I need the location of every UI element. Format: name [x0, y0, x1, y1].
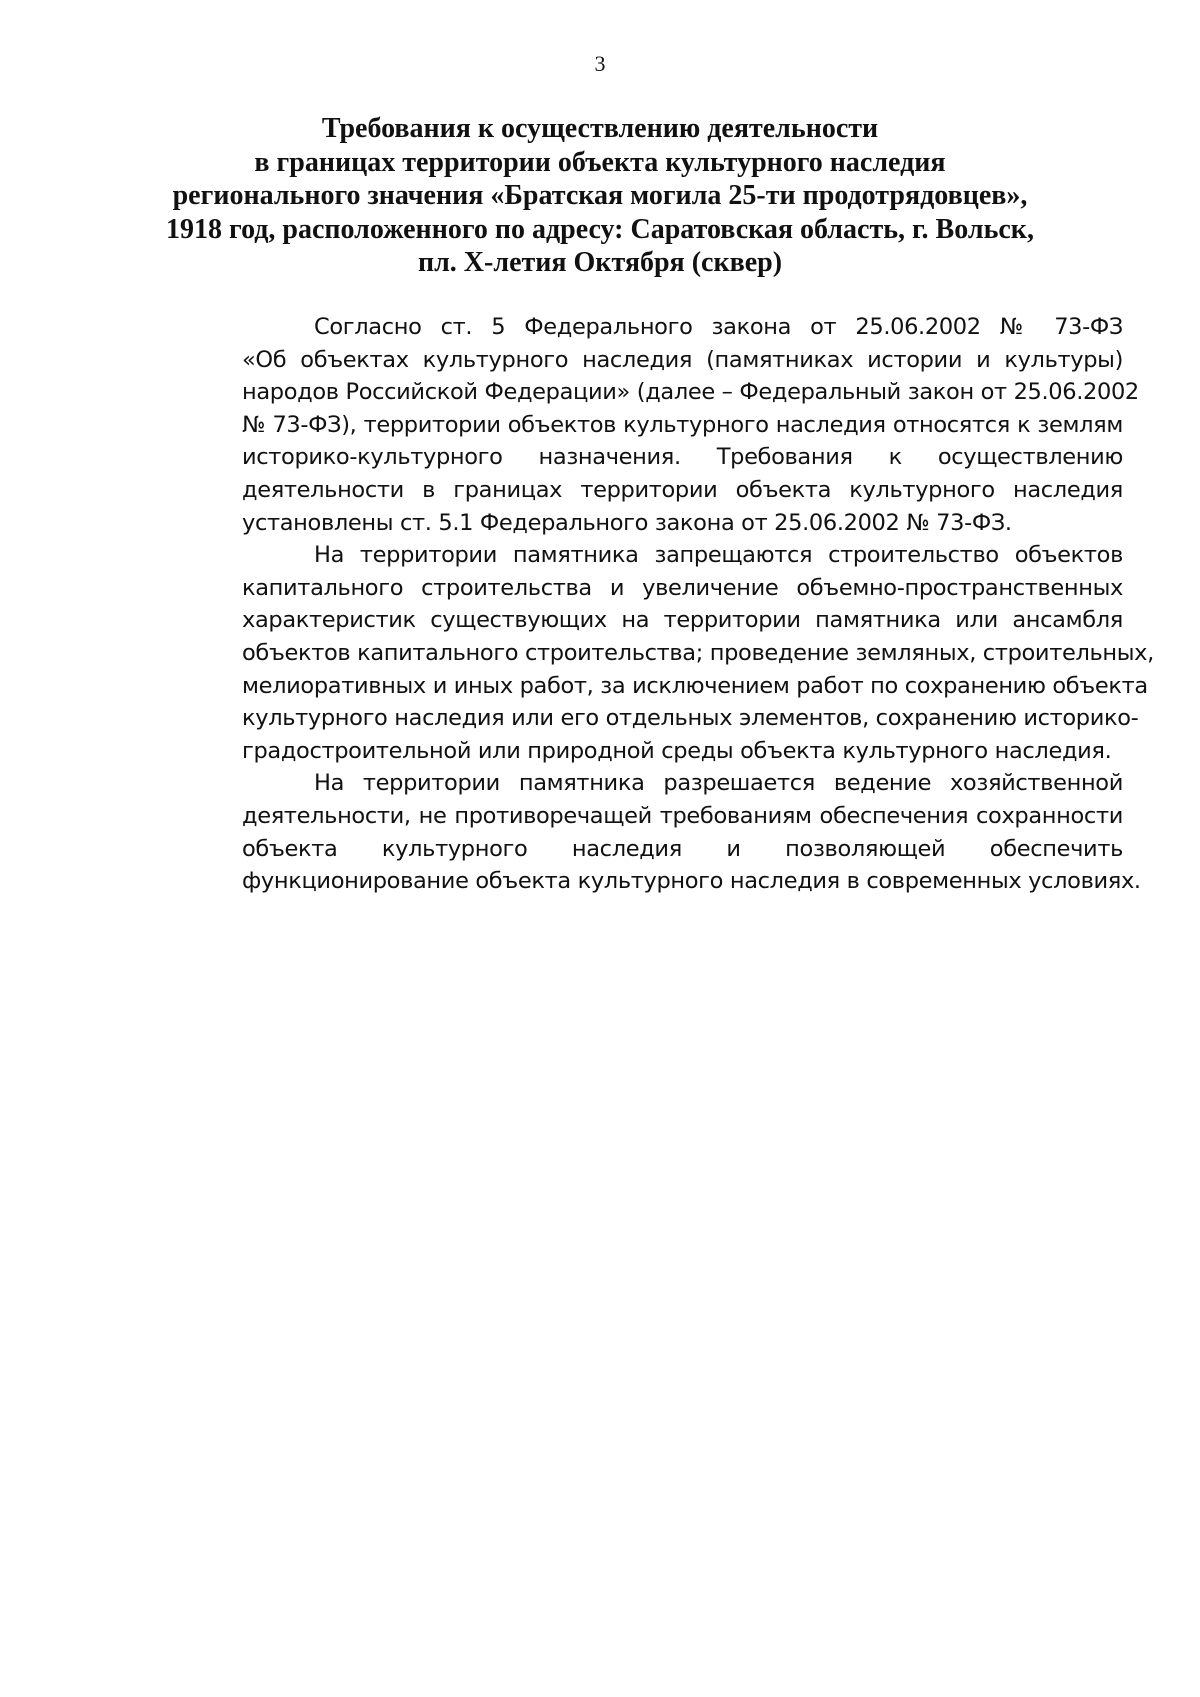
- title-line: в границах территории объекта культурного наследия: [254, 146, 946, 178]
- text-line: объекта культурного наследия и позволяющей обеспечить: [242, 835, 1123, 862]
- text-line: установлены ст. 5.1 Федерального закона от 25.06.2002 № 73-ФЗ.: [242, 509, 1012, 536]
- text-line: На территории памятника запрещаются строительство объектов: [314, 542, 1123, 569]
- text-line: № 73-ФЗ), территории объектов культурного наследия относятся к землям: [242, 411, 1123, 438]
- text-line: «Об объектах культурного наследия (памятниках истории и культуры): [242, 346, 1123, 373]
- text-line: деятельности в границах территории объекта культурного наследия: [242, 476, 1123, 503]
- title-line: регионального значения «Братская могила 25-ти продотрядовцев»,: [172, 180, 1028, 211]
- text-line: объектов капитального строительства; проведение земляных, строительных,: [242, 639, 1154, 666]
- text-line: деятельности, не противоречащей требованиям обеспечения сохранности: [242, 802, 1123, 829]
- text-line: Согласно ст. 5 Федерального закона от 25.06.2002 № 73-ФЗ: [314, 314, 1123, 340]
- page-number: 3: [594, 51, 606, 76]
- text-line: градостроительной или природной среды объекта культурного наследия.: [242, 737, 1112, 764]
- document-body: [170, 311, 1154, 898]
- document-title: [150, 112, 1050, 280]
- text-line: историко-культурного назначения. Требования к осуществлению: [242, 444, 1123, 471]
- text-line: функционирование объекта культурного наследия в современных условиях.: [242, 868, 1141, 895]
- paragraph-prohibitions: [170, 539, 1154, 767]
- paragraph-legal-basis: [170, 311, 1139, 539]
- title-line: Требования к осуществлению деятельности: [321, 113, 879, 144]
- text-line: На территории памятника разрешается ведение хозяйственной: [314, 770, 1123, 797]
- text-line: мелиоративных и иных работ, за исключением работ по сохранению объекта: [242, 672, 1148, 699]
- text-line: капитального строительства и увеличение объемно-пространственных: [242, 574, 1123, 601]
- title-line: пл. Х-летия Октября (сквер): [417, 247, 783, 278]
- title-line: 1918 год, расположенного по адресу: Саратовская область, г. Вольск,: [166, 213, 1034, 245]
- text-line: культурного наследия или его отдельных элементов, сохранению историко-: [242, 705, 1139, 732]
- text-line: народов Российской Федерации» (далее – Федеральный закон от 25.06.2002: [242, 379, 1139, 406]
- text-line: характеристик существующих на территории памятника или ансамбля: [242, 607, 1123, 634]
- paragraph-permissions: [170, 767, 1141, 897]
